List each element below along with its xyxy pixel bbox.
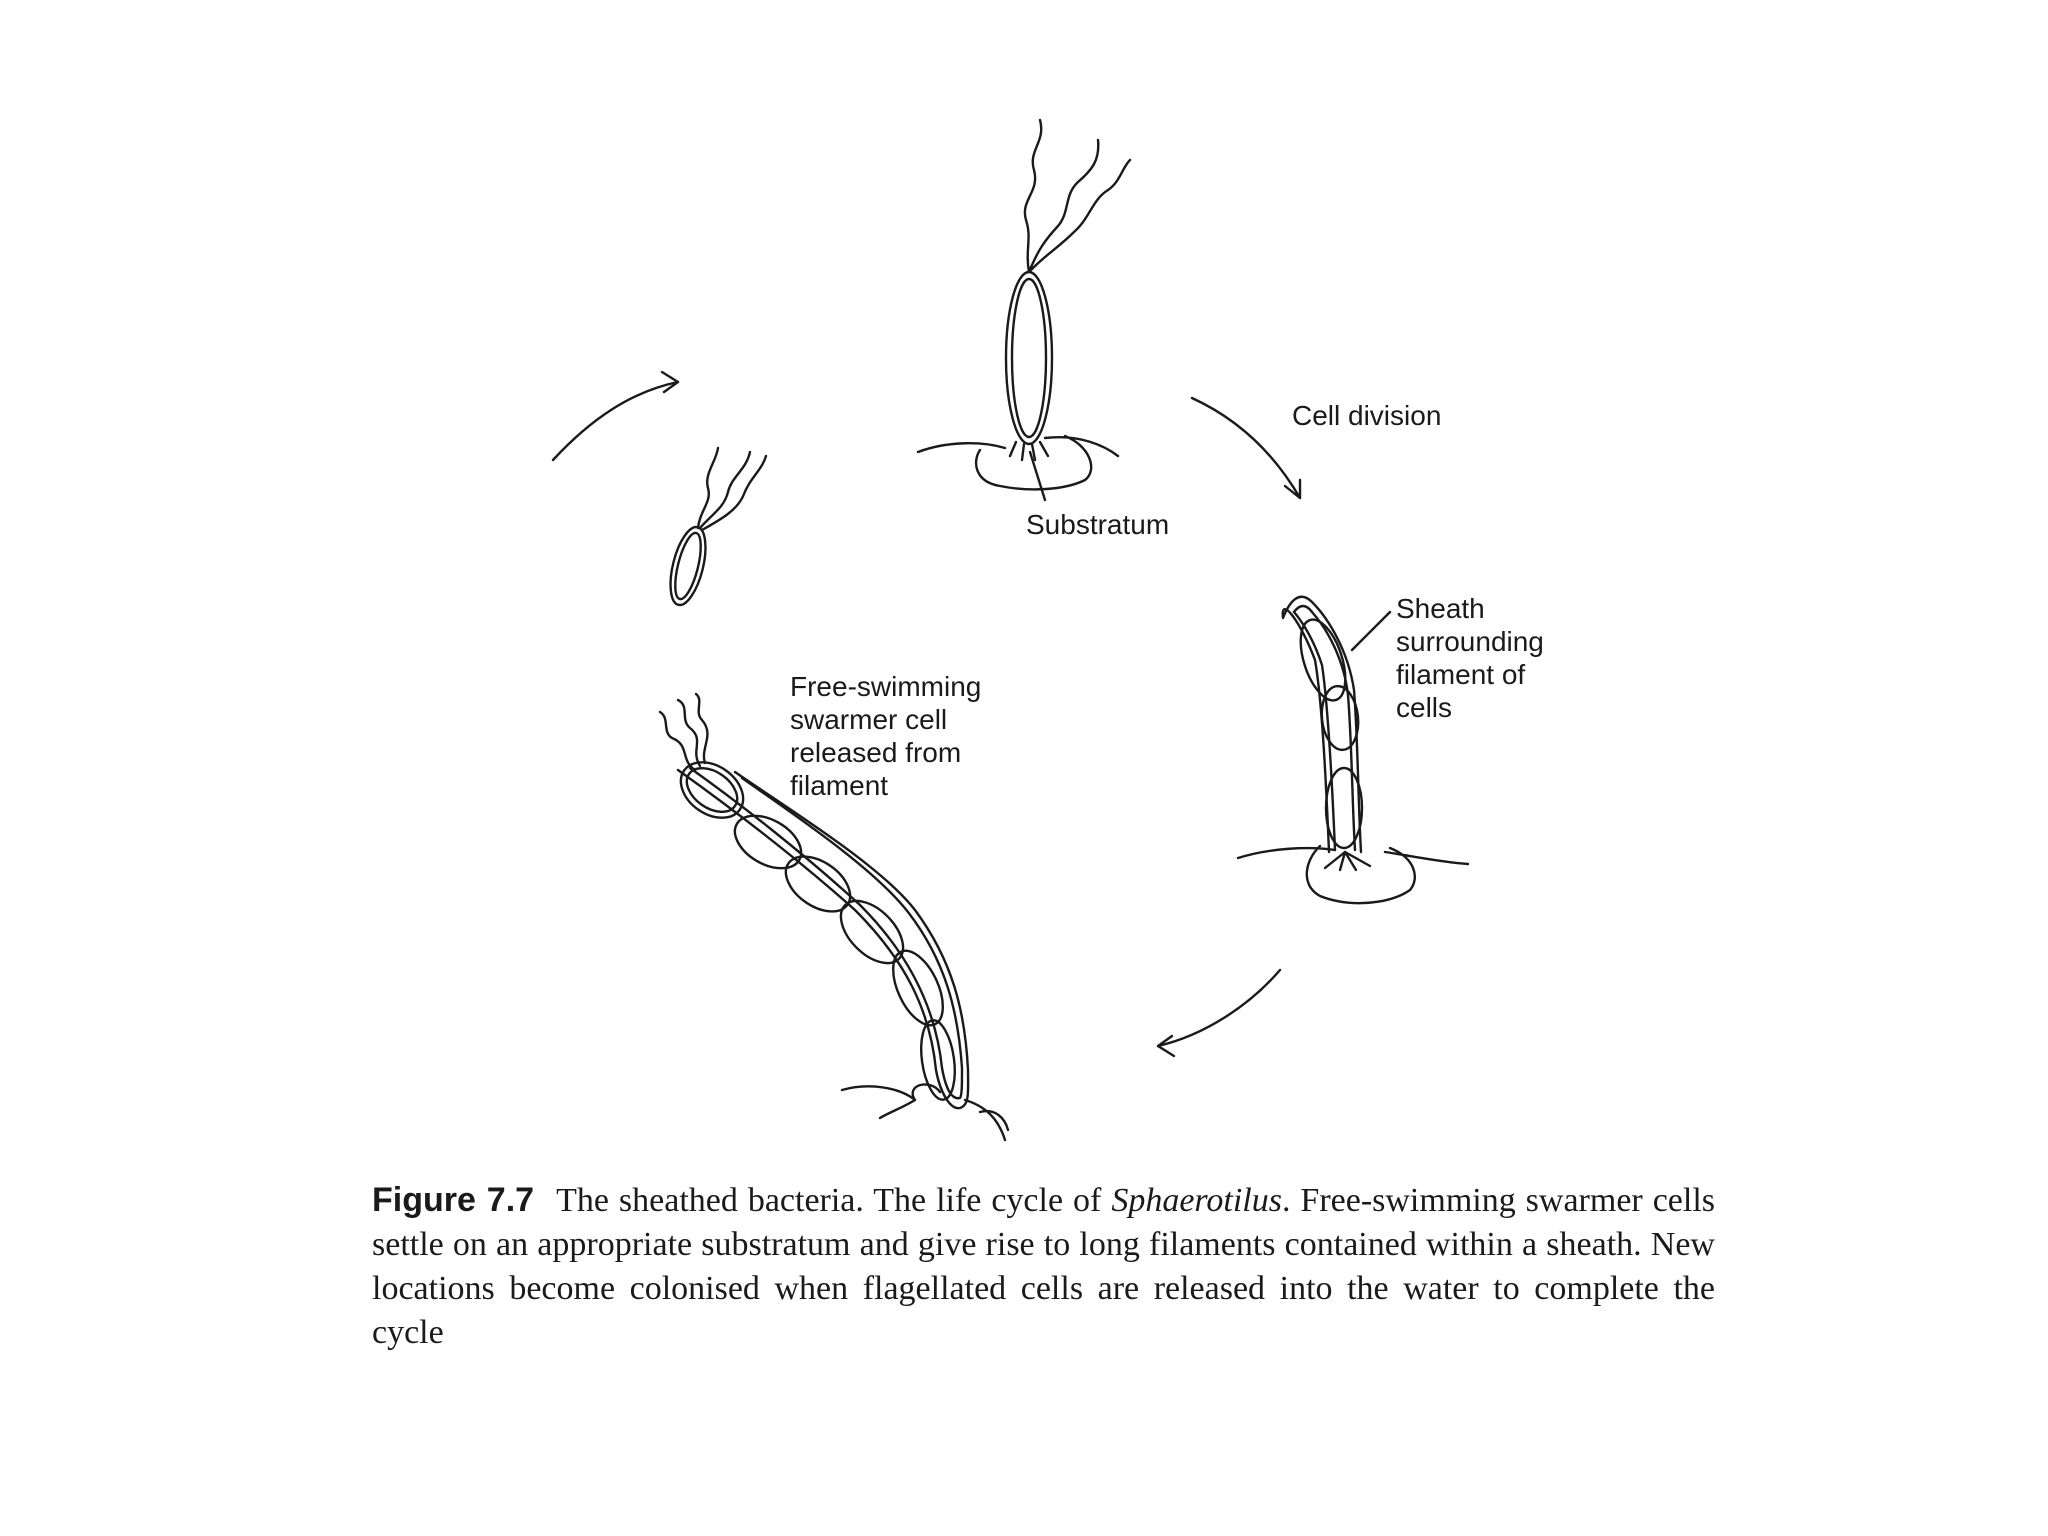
- free-swarmer-inner: [670, 531, 706, 602]
- caption-text-before: The sheathed bacteria. The life cycle of: [556, 1182, 1112, 1219]
- swarmer-label-line-4: filament: [790, 770, 889, 801]
- swarmer-label-line-2: swarmer cell: [790, 704, 948, 735]
- sheath-holdfast: [1325, 852, 1370, 870]
- free-swarmer-group: [664, 448, 766, 608]
- caption-species: Sphaerotilus: [1111, 1182, 1282, 1219]
- sheath-label-line-3: filament of: [1396, 659, 1526, 690]
- substratum-leader-line: [1030, 452, 1045, 500]
- free-swarmer-outer: [664, 524, 712, 609]
- swarmer-label-line-3: released from: [790, 737, 962, 768]
- top-cell-flagella: [1025, 120, 1130, 272]
- caption-text-after: . Free-swimming swarmer cells settle on an appropriate substratum and give rise to long filaments contained within a sheath. New locations become colonised when flagellated cells are released into the water to complete the cycle: [372, 1182, 1716, 1351]
- right-substratum-mound: [1238, 846, 1468, 903]
- figure-number: Figure 7.7: [372, 1181, 535, 1219]
- free-swarmer-flagella: [698, 448, 766, 530]
- filament-sheath-outer: [678, 770, 968, 1108]
- filament-cell-3: [830, 890, 915, 975]
- arrow-top-right-head: [1285, 480, 1300, 498]
- bottom-substratum: [842, 1084, 1008, 1140]
- filament-cell-2: [776, 845, 860, 922]
- top-substratum-mound: [918, 436, 1118, 489]
- substratum-label: Substratum: [1026, 509, 1170, 540]
- sheath-label-line-2: surrounding: [1396, 626, 1544, 657]
- arrow-top-left: [553, 382, 678, 460]
- swarmer-label: [790, 670, 981, 802]
- swarmer-flagella: [660, 694, 707, 770]
- arrow-bottom: [1158, 970, 1280, 1046]
- sheath-label: [1396, 592, 1544, 724]
- sheath-label-line-1: Sheath: [1396, 593, 1485, 624]
- cell-division-label: Cell division: [1292, 400, 1442, 431]
- figure-caption: [372, 1178, 1715, 1355]
- top-cell-inner: [1012, 279, 1046, 437]
- sheath-cell-3: [1326, 768, 1362, 848]
- sheath-label-line-4: cells: [1396, 692, 1453, 723]
- swarmer-label-line-1: Free-swimming: [790, 671, 982, 702]
- sheath-leader-line: [1352, 612, 1390, 650]
- arrow-top-right: [1192, 398, 1300, 498]
- attached-cell-group: [918, 120, 1130, 500]
